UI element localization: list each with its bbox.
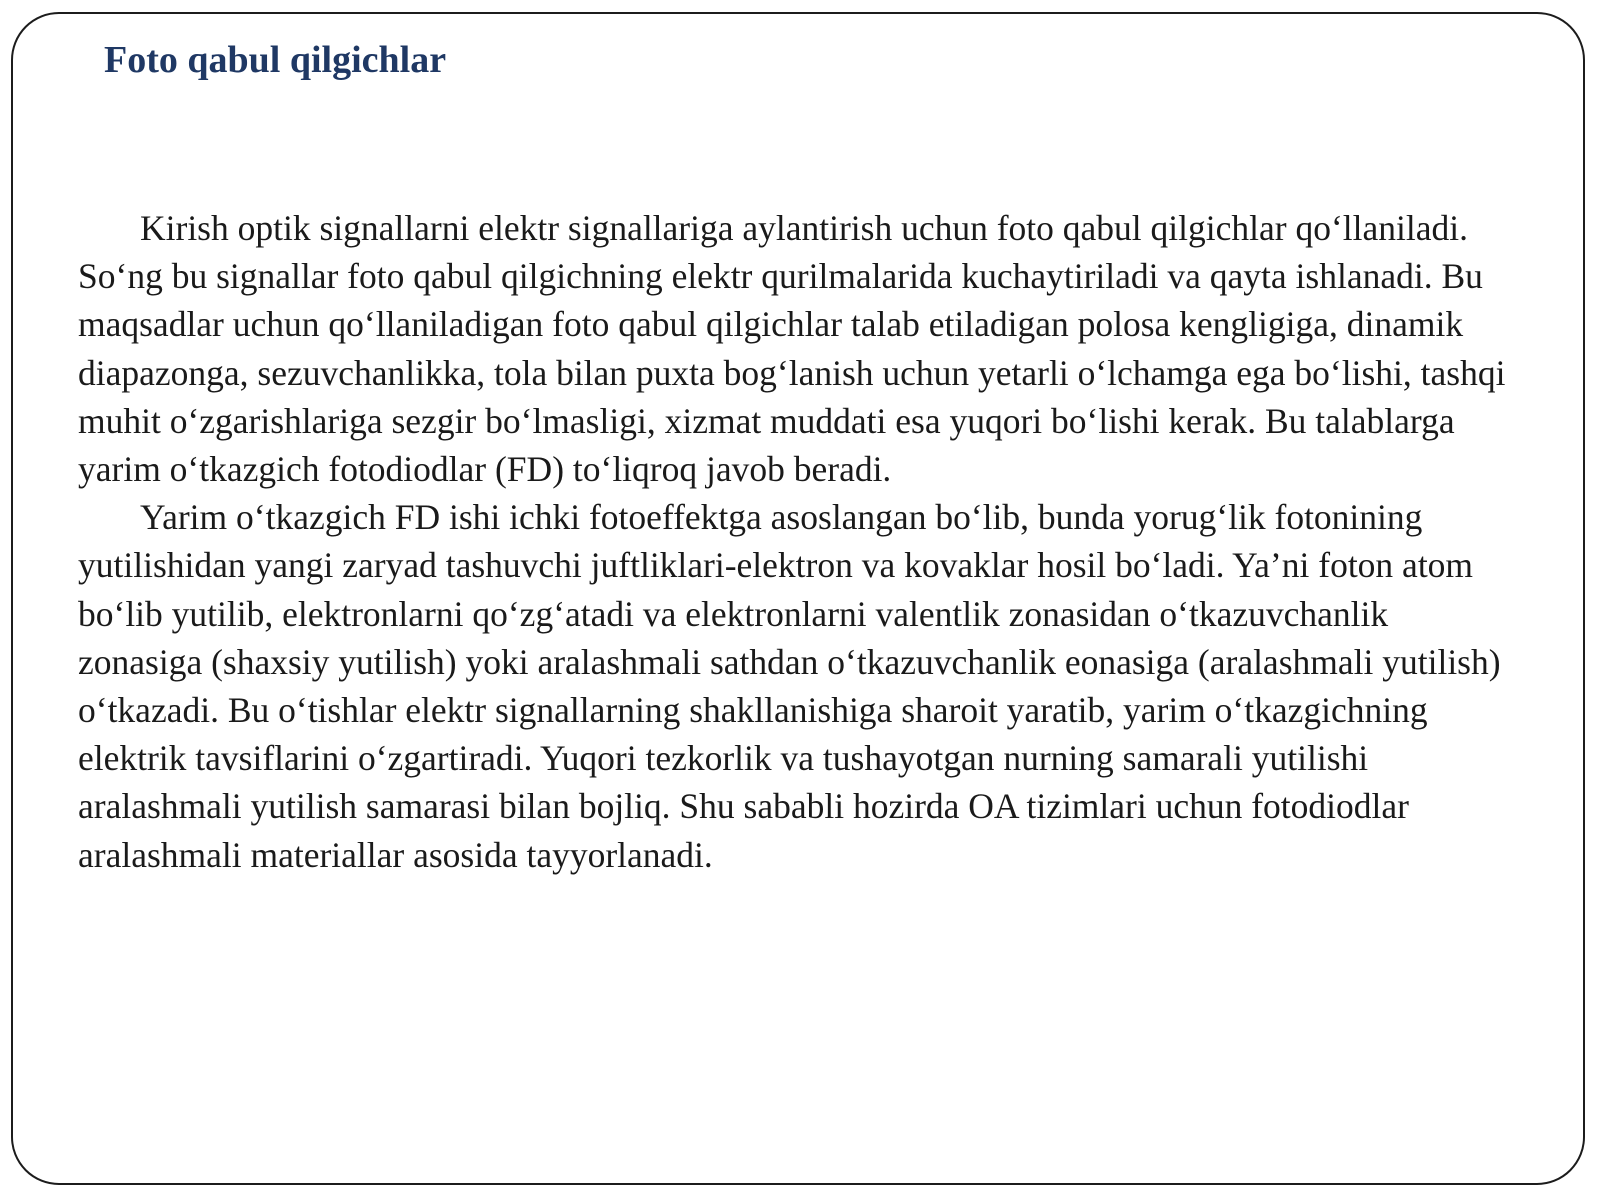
paragraph-2: Yarim o‘tkazgich FD ishi ichki fotoeffektga asoslangan bo‘lib, bunda yorug‘lik fotonining yutilishidan yangi zaryad tashuvchi juftliklari-elektron va kovaklar hosil bo‘ladi. Ya’ni foton atom bo‘lib yutilib, elektronlarni qo‘zg‘atadi va elektronlarni valentlik zonasidan o‘tkazuvchanlik zonasiga (shaxsiy yutilish) yoki aralashmali sathdan o‘tkazuvchanlik eonasiga (aralashmali yutilish) o‘tkazadi. Bu o‘tishlar elektr signallarning shakllanishiga sharoit yaratib, yarim o‘tkazgichning elektrik tavsiflarini o‘zgartiradi. Yuqori tezkorlik va tushayotgan nurning samarali yutilishi aralashmali yutilish samarasi bilan bojliq. Shu sababli hozirda OA tizimlari uchun fotodiodlar aralashmali materiallar asosida tayyorlanadi. <box>78 497 1501 875</box>
paragraph-1: Kirish optik signallarni elektr signallariga aylantirish uchun foto qabul qilgichlar qo‘llaniladi. So‘ng bu signallar foto qabul qilgichning elektr qurilmalarida kuchaytiriladi va qayta ishlanadi. Bu maqsadlar uchun qo‘llaniladigan foto qabul qilgichlar talab etiladigan polosa kengligiga, dinamik diapazonga, sezuvchanlikka, tola bilan puxta bog‘lanish uchun yetarli o‘lchamga ega bo‘lishi, tashqi muhit o‘zgarishlariga sezgir bo‘lmasligi, xizmat muddati esa yuqori bo‘lishi kerak. Bu talablarga yarim o‘tkazgich fotodiodlar (FD) to‘liqroq javob beradi. <box>78 208 1506 490</box>
slide-body <box>78 204 1514 879</box>
slide-title: Foto qabul qilgichlar <box>104 39 447 81</box>
